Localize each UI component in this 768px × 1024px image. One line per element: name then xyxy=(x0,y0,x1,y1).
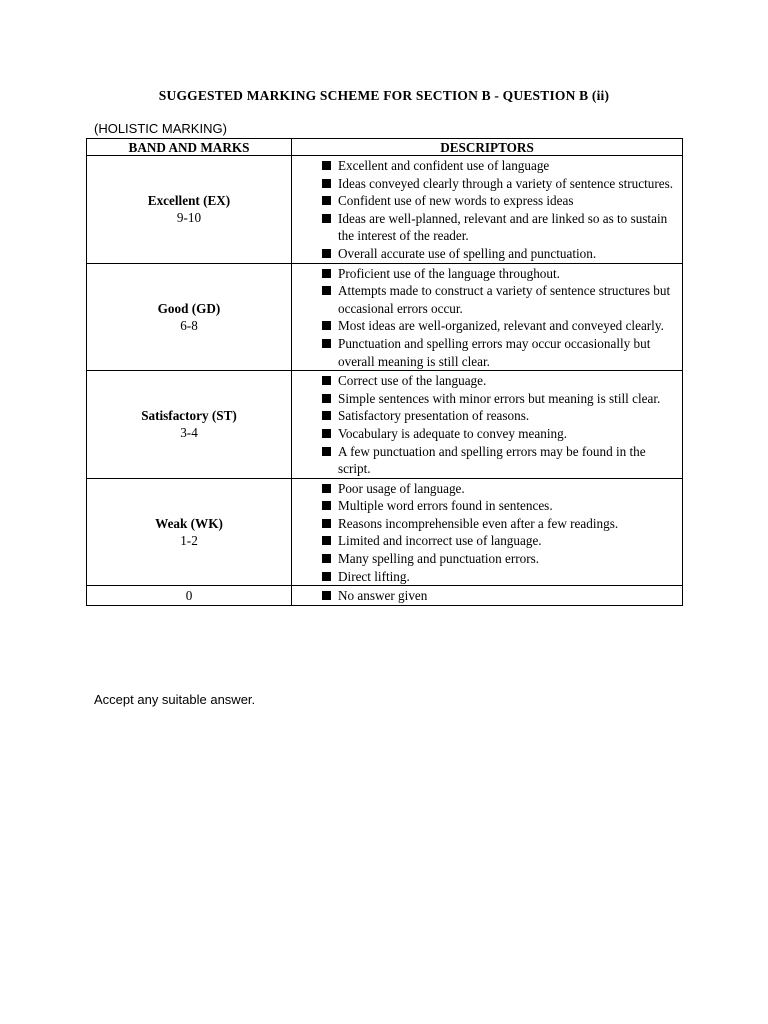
header-band-and-marks: BAND AND MARKS xyxy=(87,139,292,156)
band-marks: 0 xyxy=(185,588,193,604)
descriptor-text: Direct lifting. xyxy=(338,568,410,584)
square-bullet-icon xyxy=(322,484,331,493)
descriptor-text: Correct use of the language. xyxy=(338,373,487,389)
square-bullet-icon xyxy=(322,269,331,278)
descriptors-cell xyxy=(292,371,683,479)
header-descriptors: DESCRIPTORS xyxy=(292,139,683,156)
band-cell xyxy=(87,263,292,371)
list-item xyxy=(314,335,676,370)
descriptor-text: Confident use of new words to express ideas xyxy=(338,193,574,209)
band-cell xyxy=(87,371,292,479)
band-name: Good (GD) xyxy=(157,300,221,316)
marking-type-label: (HOLISTIC MARKING) xyxy=(94,121,227,136)
descriptor-text: Many spelling and punctuation errors. xyxy=(338,551,540,567)
square-bullet-icon xyxy=(322,447,331,456)
band-cell xyxy=(87,586,292,606)
table-row xyxy=(87,156,683,264)
descriptor-text: Overall accurate use of spelling and punctuation. xyxy=(338,245,597,261)
band-cell xyxy=(87,478,292,586)
square-bullet-icon xyxy=(322,179,331,188)
descriptor-text: Satisfactory presentation of reasons. xyxy=(338,408,530,424)
marking-scheme-table xyxy=(86,138,683,606)
band-name: Satisfactory (ST) xyxy=(141,408,237,424)
descriptor-text: Attempts made to construct a variety of sentence structures but occasional errors occur. xyxy=(338,283,671,316)
square-bullet-icon xyxy=(322,161,331,170)
square-bullet-icon xyxy=(322,286,331,295)
descriptor-text: Ideas conveyed clearly through a variety of sentence structures. xyxy=(338,175,674,191)
band-marks: 6-8 xyxy=(180,317,198,333)
table-row xyxy=(87,263,683,371)
list-item xyxy=(314,497,676,515)
square-bullet-icon xyxy=(322,394,331,403)
table-row xyxy=(87,371,683,479)
list-item xyxy=(314,587,676,605)
list-item xyxy=(314,192,676,210)
list-item xyxy=(314,245,676,263)
list-item xyxy=(314,265,676,283)
list-item xyxy=(314,480,676,498)
descriptor-text: Multiple word errors found in sentences. xyxy=(338,498,553,514)
descriptor-list xyxy=(314,479,682,586)
list-item xyxy=(314,443,676,478)
list-item xyxy=(314,532,676,550)
square-bullet-icon xyxy=(322,501,331,510)
table-row xyxy=(87,586,683,606)
square-bullet-icon xyxy=(322,429,331,438)
descriptor-text: A few punctuation and spelling errors may be found in the script. xyxy=(338,443,646,477)
square-bullet-icon xyxy=(322,554,331,563)
table-body xyxy=(87,156,683,606)
list-item xyxy=(314,550,676,568)
descriptors-cell xyxy=(292,156,683,264)
table-row xyxy=(87,478,683,586)
square-bullet-icon xyxy=(322,196,331,205)
square-bullet-icon xyxy=(322,376,331,385)
list-item xyxy=(314,425,676,443)
square-bullet-icon xyxy=(322,249,331,258)
list-item xyxy=(314,175,676,193)
document-title: SUGGESTED MARKING SCHEME FOR SECTION B - QUESTION B (ii) xyxy=(158,88,610,103)
band-marks: 3-4 xyxy=(180,425,198,441)
descriptor-list xyxy=(314,156,682,263)
square-bullet-icon xyxy=(322,339,331,348)
descriptor-list xyxy=(314,586,682,605)
square-bullet-icon xyxy=(322,519,331,528)
descriptor-text: Reasons incomprehensible even after a few readings. xyxy=(338,515,619,531)
square-bullet-icon xyxy=(322,214,331,223)
list-item xyxy=(314,515,676,533)
band-marks: 9-10 xyxy=(176,210,202,226)
square-bullet-icon xyxy=(322,572,331,581)
footer-note: Accept any suitable answer. xyxy=(94,692,256,707)
descriptors-cell xyxy=(292,478,683,586)
descriptor-text: Most ideas are well-organized, relevant and conveyed clearly. xyxy=(338,318,664,334)
band-name: Weak (WK) xyxy=(155,515,223,531)
descriptor-list xyxy=(314,371,682,478)
list-item xyxy=(314,390,676,408)
descriptor-text: Poor usage of language. xyxy=(338,480,465,496)
descriptor-text: Excellent and confident use of language xyxy=(338,158,550,173)
descriptor-text: No answer given xyxy=(338,588,428,604)
descriptor-text: Punctuation and spelling errors may occur occasionally but overall meaning is still clear. xyxy=(338,335,651,369)
descriptor-text: Simple sentences with minor errors but meaning is still clear. xyxy=(338,390,661,406)
band-cell xyxy=(87,156,292,264)
descriptors-cell xyxy=(292,586,683,606)
list-item xyxy=(314,282,676,317)
list-item xyxy=(314,372,676,390)
square-bullet-icon xyxy=(322,536,331,545)
list-item xyxy=(314,157,676,175)
table-header-row xyxy=(87,139,683,156)
list-item xyxy=(314,568,676,586)
descriptor-text: Ideas are well-planned, relevant and are linked so as to sustain the interest of the reader. xyxy=(338,210,668,244)
descriptor-list xyxy=(314,264,682,371)
square-bullet-icon xyxy=(322,591,331,600)
descriptors-cell xyxy=(292,263,683,371)
band-name: Excellent (EX) xyxy=(147,193,231,209)
band-marks: 1-2 xyxy=(180,532,198,548)
square-bullet-icon xyxy=(322,411,331,420)
list-item xyxy=(314,317,676,335)
list-item xyxy=(314,210,676,245)
square-bullet-icon xyxy=(322,321,331,330)
descriptor-text: Limited and incorrect use of language. xyxy=(338,533,542,549)
descriptor-text: Proficient use of the language throughout. xyxy=(338,265,560,281)
list-item xyxy=(314,407,676,425)
descriptor-text: Vocabulary is adequate to convey meaning. xyxy=(338,425,567,441)
